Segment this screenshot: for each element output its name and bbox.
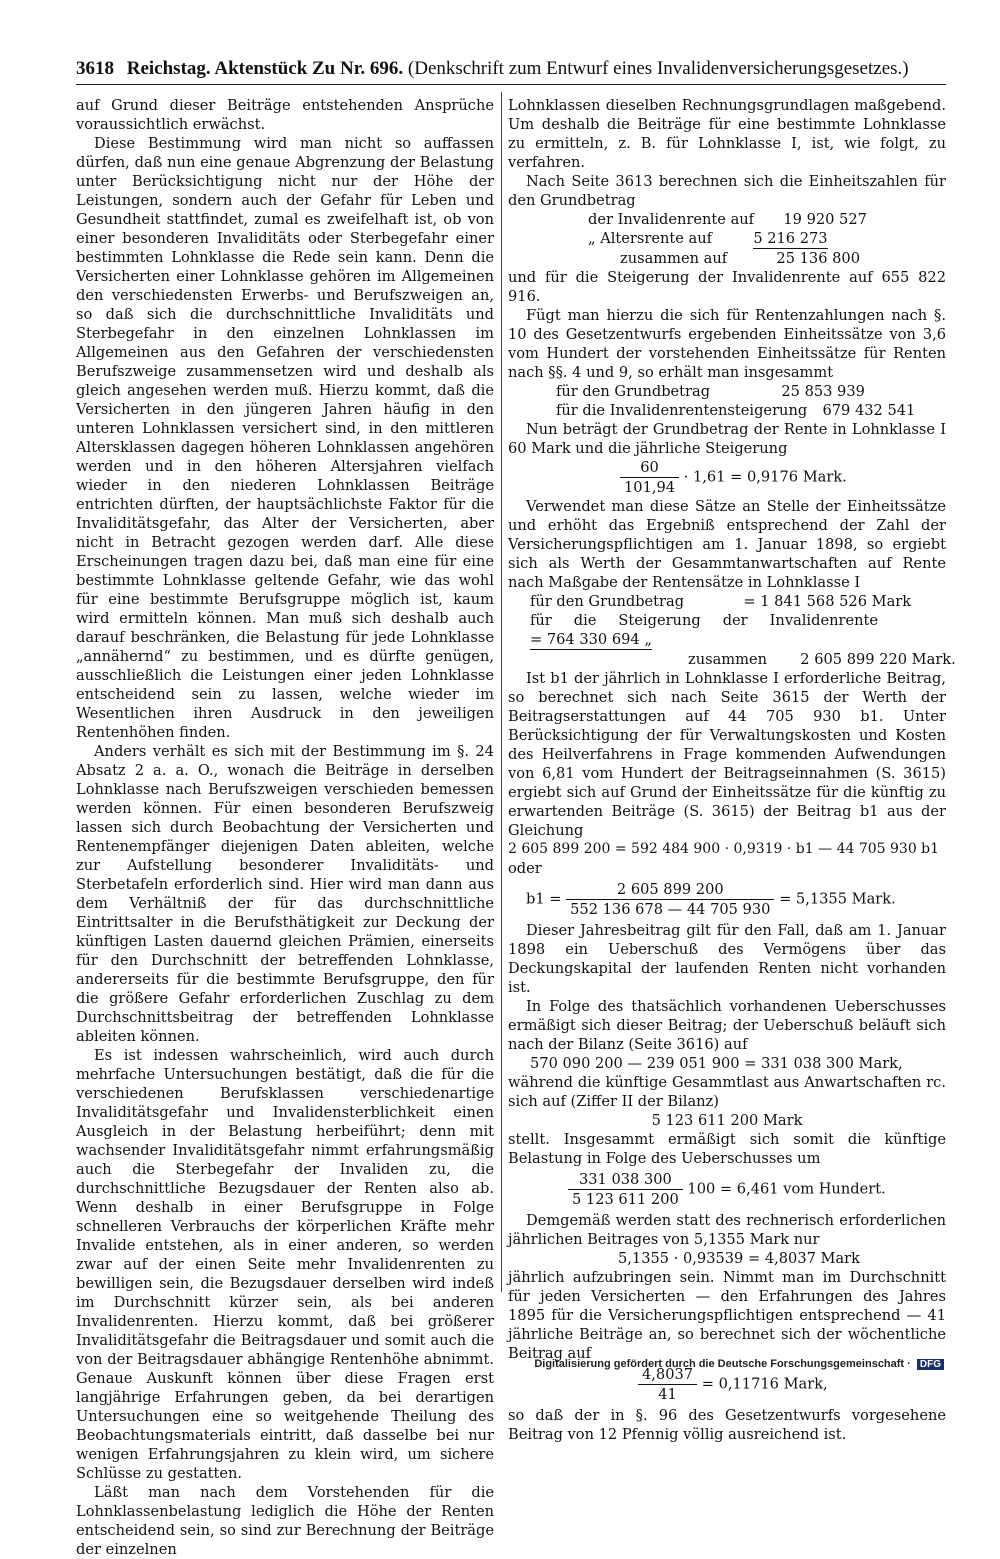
running-title: Reichstag. Aktenstück Zu Nr. 696. — [126, 58, 404, 79]
digitization-credit: Digitalisierung gefördert durch die Deutsche Forschungsgemeinschaft · DFG — [534, 1358, 944, 1370]
table-row: zusammen auf 25 136 800 — [620, 250, 860, 267]
paragraph: Anders verhält es sich mit der Bestimmung im §. 24 Absatz 2 a. a. O., wonach die Beiträge in derselben Lohnklasse nach Berufszweigen verschieden bemessen werden können. Für einen besonderen Berufszweig lassen sich durch Beobachtung der Versicherten und Rentenempfänger diejenigen Daten ableiten, welche zur Aufstellung besonderer Invaliditäts- und Sterbetafeln erforderlich sind. Hier wird man dann aus dem Verhältniß der für das durchschnittliche Eintrittsalter in die Berufsthätigkeit zur Deckung der künftigen Lasten dauernd gleichen Prämien, einerseits für den Durchschnitt der betreffenden Lohnklasse, andererseits für die bestimmte Berufsgruppe, den für die größere Gefahr erforderlichen Zuschlag zu dem Durchschnittsbeitrag der betreffenden Lohnklasse ableiten können. — [76, 743, 494, 1045]
paragraph: Nach Seite 3613 berechnen sich die Einheitszahlen für den Grundbetrag — [508, 173, 946, 209]
formula: $\frac{4,8037}{41}$ = 0,11716 Mark, — [508, 1365, 946, 1404]
left-column — [76, 96, 494, 1559]
paragraph: Verwendet man diese Sätze an Stelle der Einheitssätze und erhöht das Ergebniß entsprechend der Zahl der Versicherungspflichtigen am 1. Januar 1898, so ergiebt sich als Werth der Gesammtanwartschaften auf Rente nach Maßgabe der Rentensätze in Lohnklasse I — [508, 498, 946, 591]
paragraph: Lohnklassen dieselben Rechnungsgrundlagen maßgebend. Um deshalb die Beiträge für eine bestimmte Lohnklasse zu ermitteln, z. B. für Lohnklasse I, ist, wie folgt, zu verfahren. — [508, 97, 946, 171]
paragraph: Diese Bestimmung wird man nicht so auffassen dürfen, daß nun eine genaue Abgrenzung der Belastung unter Berücksichtigung nicht nur der Höhe der Leistungen, sondern auch der Gefahr für Leben und Gesundheit stattfindet, zumal es zweifelhaft ist, ob von einer besonderen Invaliditäts oder Sterbegefahr einer bestimmten Lohnklasse die Rede sein kann. Denn die Versicherten einer Lohnklasse gehören im Allgemeinen den verschiedensten Erwerbs- und Berufszweigen an, so daß sich die durchschnittliche Invaliditäts und Sterbegefahr in den einzelnen Lohnklassen im Allgemeinen aus den Gefahren der verschiedensten Berufszweige zusammensetzen wird und deshalb als gleich angesehen werden muß. Hierzu kommt, daß die Versicherten in den jüngeren Jahren häufig in den unteren Lohnklassen versichert sind, in den mittleren Altersklassen dagegen höheren Lohnklassen angehören werden und in den höheren Altersjahren vielfach wieder in den niederen Lohnklassen Beiträge entrichten dürften, der hauptsächlichste Faktor für die Invaliditätsgefahr, das Alter der Versicherten, aber nicht in Betracht gezogen werden darf. Alle diese Erscheinungen tragen dazu bei, daß man eine für eine bestimmte Lohnklasse geltende Gefahr, wie das wohl für eine bestimmte Berufsgruppe möglich ist, kaum wird ermitteln können. Man muß sich deshalb auch darauf beschränken, die Belastung für jede Lohnklasse „annähernd“ zu bestimmen, und es dürfte genügen, ausschließlich die Leistungen einer jeden Lohnklasse entscheidend sein zu lassen, welche wieder im Wesentlichen ihren Ausdruck in den jeweiligen Rentenhöhen finden. — [76, 135, 494, 741]
equation: 570 090 200 — 239 051 900 = 331 038 300 Mark, — [530, 1055, 903, 1072]
equation: 2 605 899 200 = 592 484 900 · 0,9319 · b1 — 44 705 930 b1 — [508, 841, 940, 857]
right-column — [508, 96, 956, 1444]
paragraph: In Folge des thatsächlich vorhandenen Ueberschusses ermäßigt sich dieser Beitrag; der Ueberschuß beläuft sich nach der Bilanz (Seite 3616) auf — [508, 998, 946, 1053]
paragraph: Läßt man nach dem Vorstehenden für die Lohnklassenbelastung lediglich die Höhe der Renten entscheidend sein, so sind zur Berechnung der Beiträge der einzelnen — [76, 1484, 494, 1558]
formula: b1 = $\frac{2 605 899 200}{552 136 678 — 44 705 930}$ = 5,1355 Mark. — [526, 881, 896, 918]
column-divider — [501, 92, 502, 1292]
paragraph: auf Grund dieser Beiträge entstehenden Ansprüche voraussichtlich erwächst. — [76, 97, 494, 133]
paragraph: Nun beträgt der Grundbetrag der Rente in Lohnklasse I 60 Mark und die jährliche Steigerung — [508, 421, 946, 457]
table-row: für die Invalidenrentensteigerung 679 432 541 — [556, 402, 916, 419]
table-row: für die Steigerung der Invalidenrente = 764 330 694 „ — [530, 612, 878, 648]
page-header — [76, 58, 942, 80]
formula: $\frac{331 038 300}{5 123 611 200}$ 100 = 6,461 vom Hundert. — [508, 1170, 946, 1209]
paragraph: jährlich aufzubringen sein. Nimmt man im Durchschnitt für jeden Versicherten — den Erfahrungen des Jahres 1895 für die Versicherungspflichtigen entsprechend — 41 jährliche Beiträge an, so berechnet sich der wöchentliche Beitrag auf — [508, 1269, 946, 1362]
table-row: zusammen 2 605 899 220 Mark. — [688, 651, 956, 668]
header-rule — [76, 84, 946, 85]
running-subtitle: (Denkschrift zum Entwurf eines Invalidenversicherungsgesetzes.) — [407, 58, 909, 79]
table-row: „ Altersrente auf 5 216 273 — [588, 230, 828, 247]
paragraph: Demgemäß werden statt des rechnerisch erforderlichen jährlichen Beitrages von 5,1355 Mark nur — [508, 1212, 946, 1248]
paragraph: so daß der in §. 96 des Gesetzentwurfs vorgesehene Beitrag von 12 Pfennig völlig ausreichend ist. — [508, 1407, 946, 1443]
paragraph: Fügt man hierzu die sich für Rentenzahlungen nach §. 10 des Gesetzentwurfs ergebenden Einheitssätze von 3,6 vom Hundert der vorstehenden Einheitssätze für Renten nach §§. 4 und 9, so erhält man insgesammt — [508, 307, 946, 381]
paragraph: und für die Steigerung der Invalidenrente auf 655 822 916. — [508, 269, 946, 305]
paragraph: stellt. Insgesammt ermäßigt sich somit die künftige Belastung in Folge des Ueberschusses um — [508, 1131, 946, 1167]
dfg-logo: DFG — [917, 1359, 944, 1370]
equation-text: oder — [508, 860, 542, 877]
fraction: $\frac{2 605 899 200}{552 136 678 — 44 705 930}$ — [566, 880, 774, 919]
table-row: für den Grundbetrag = 1 841 568 526 Mark — [530, 593, 912, 610]
equation: 5 123 611 200 Mark — [651, 1112, 803, 1129]
paragraph: Dieser Jahresbeitrag gilt für den Fall, daß am 1. Januar 1898 ein Ueberschuß des Vermögens über das Deckungskapital der laufenden Renten nicht vorhanden ist. — [508, 922, 946, 996]
equation: 5,1355 · 0,93539 = 4,8037 Mark — [618, 1250, 861, 1267]
fraction: $\frac{60}{101,94}$ — [620, 458, 679, 497]
fraction: $\frac{331 038 300}{5 123 611 200}$ — [568, 1170, 683, 1209]
formula: $\frac{60}{101,94}$ · 1,61 = 0,9176 Mark. — [508, 458, 946, 497]
page-number: 3618 — [76, 58, 114, 79]
table-row: der Invalidenrente auf 19 920 527 — [588, 211, 867, 228]
paragraph: Es ist indessen wahrscheinlich, wird auch durch mehrfache Untersuchungen bestätigt, daß die für die verschiedenen Berufsklassen verschiedenartige Invaliditätsgefahr und Invalidensterblichkeit einen Ausgleich in der Belastung herbeiführt; denn mit wachsender Invaliditätsgefahr nimmt erfahrungsmäßig auch die Sterbegefahr der Invaliden zu, die durchschnittliche Bezugsdauer der Renten also ab. Wenn deshalb in einer Berufsgruppe in Folge schnelleren Verbrauchs der körperlichen Kräfte mehr Invalide entstehen, als in einer anderen, so werden zwar auf der einen Seite mehr Invalidenrenten zu bewilligen sein, die Bezugsdauer derselben wird indeß im Durchschnitt kürzer sein, als bei anderen Invalidenrenten. Hierzu kommt, daß bei größerer Invaliditätsgefahr die Beitragsdauer und somit auch die von der Beitragsdauer abhängige Rentenhöhe abnimmt. Genaue Auskunft können über diese Fragen erst langjährige Erfahrungen geben, da bei derartigen Untersuchungen eine so weitgehende Theilung des Beobachtungsmaterials eintritt, daß dasselbe bei nur wenigen Erfahrungsjahren zu klein wird, um sichere Schlüsse zu gestatten. — [76, 1047, 494, 1482]
fraction: $\frac{4,8037}{41}$ — [638, 1365, 697, 1404]
paragraph: Ist b1 der jährlich in Lohnklasse I erforderliche Beitrag, so berechnet sich nach Seite 3615 der Werth der Beitragserstattungen auf 44 705 930 b1. Unter Berücksichtigung der für Verwaltungskosten und Kosten des Heilverfahrens in Frage kommenden Aufwendungen von 6,81 vom Hundert der Beitragseinnahmen (S. 3615) ergiebt sich auf Grund der Einheitssätze für die künftig zu erwartenden Beiträge (S. 3615) der Beitrag b1 aus der Gleichung — [508, 670, 946, 839]
table-row: für den Grundbetrag 25 853 939 — [556, 383, 865, 400]
paragraph: während die künftige Gesammtlast aus Anwartschaften rc. sich auf (Ziffer II der Bilanz) — [508, 1074, 946, 1110]
